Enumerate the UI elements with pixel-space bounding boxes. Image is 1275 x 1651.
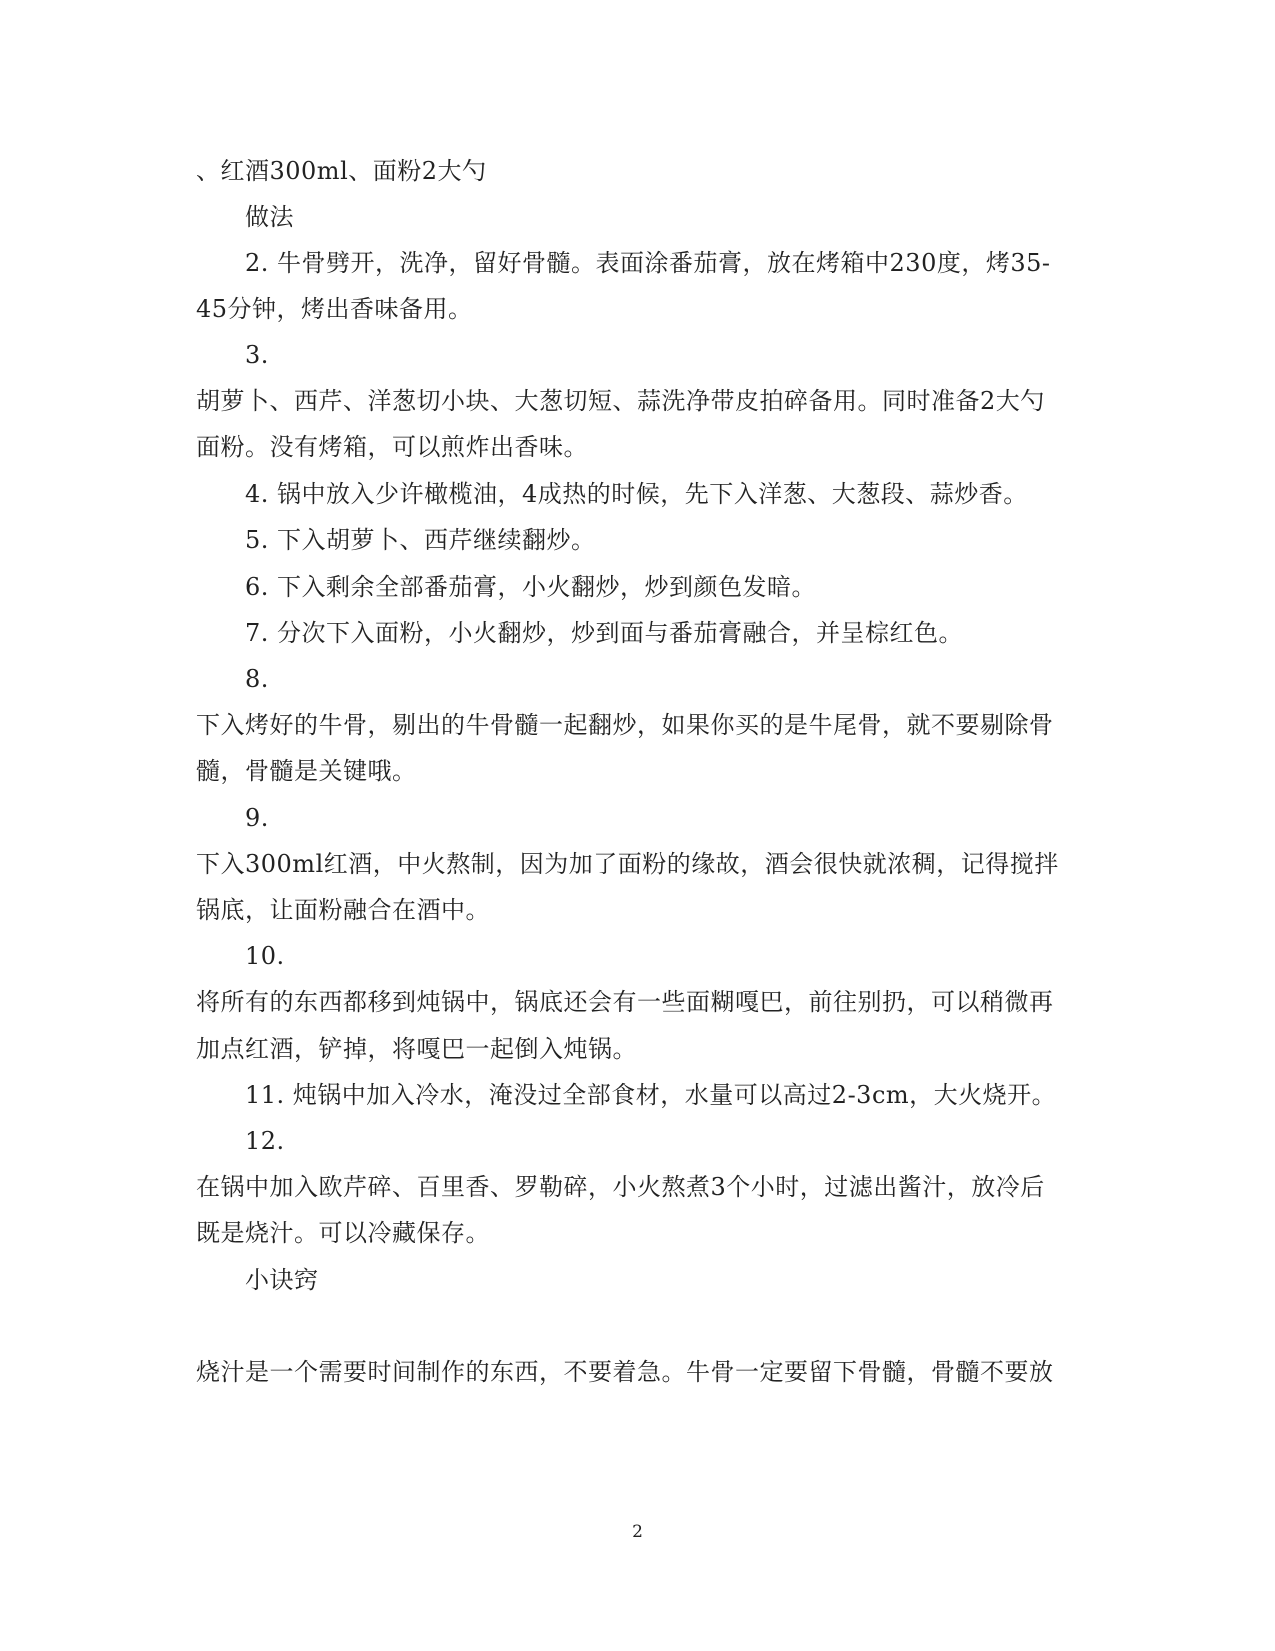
- section-heading-method: 做法: [245, 203, 294, 231]
- step-9-number: 9.: [245, 804, 269, 832]
- text-line: 锅底，让面粉融合在酒中。: [196, 896, 490, 924]
- text-line: 加点红酒，铲掉，将嘎巴一起倒入炖锅。: [196, 1035, 637, 1063]
- step-6-line: 6. 下入剩余全部番茄膏，小火翻炒，炒到颜色发暗。: [245, 573, 817, 601]
- step-11-line: 11. 炖锅中加入冷水，淹没过全部食材，水量可以高过2-3cm，大火烧开。: [245, 1081, 1057, 1109]
- step-8-number: 8.: [245, 665, 269, 693]
- text-line: 下入烤好的牛骨，剔出的牛骨髓一起翻炒，如果你买的是牛尾骨，就不要剔除骨: [196, 711, 1054, 739]
- text-line: 下入300ml红酒，中火熬制，因为加了面粉的缘故，酒会很快就浓稠，记得搅拌: [196, 850, 1059, 878]
- step-5-line: 5. 下入胡萝卜、西芹继续翻炒。: [245, 526, 596, 554]
- text-line: 胡萝卜、西芹、洋葱切小块、大葱切短、蒜洗净带皮拍碎备用。同时准备2大勺: [196, 387, 1045, 415]
- page-number: 2: [632, 1522, 643, 1542]
- text-line: 、红酒300ml、面粉2大勺: [196, 157, 487, 185]
- step-10-number: 10.: [245, 942, 285, 970]
- text-line: 既是烧汁。可以冷藏保存。: [196, 1219, 490, 1247]
- step-3-number: 3.: [245, 341, 269, 369]
- step-4-line: 4. 锅中放入少许橄榄油，4成热的时候，先下入洋葱、大葱段、蒜炒香。: [245, 480, 1028, 508]
- text-line: 烧汁是一个需要时间制作的东西，不要着急。牛骨一定要留下骨髓，骨髓不要放: [196, 1358, 1054, 1386]
- text-line: 髓，骨髓是关键哦。: [196, 757, 417, 785]
- section-heading-tips: 小诀窍: [245, 1266, 319, 1294]
- step-2-line: 2. 牛骨劈开，洗净，留好骨髓。表面涂番茄膏，放在烤箱中230度，烤35-: [245, 249, 1051, 277]
- text-line: 面粉。没有烤箱，可以煎炸出香味。: [196, 433, 588, 461]
- text-line: 45分钟，烤出香味备用。: [196, 295, 473, 323]
- text-line: 将所有的东西都移到炖锅中，锅底还会有一些面糊嘎巴，前往别扔，可以稍微再: [196, 988, 1054, 1016]
- step-7-line: 7. 分次下入面粉，小火翻炒，炒到面与番茄膏融合，并呈棕红色。: [245, 619, 964, 647]
- text-line: 在锅中加入欧芹碎、百里香、罗勒碎，小火熬煮3个小时，过滤出酱汁，放冷后: [196, 1173, 1045, 1201]
- step-12-number: 12.: [245, 1127, 285, 1155]
